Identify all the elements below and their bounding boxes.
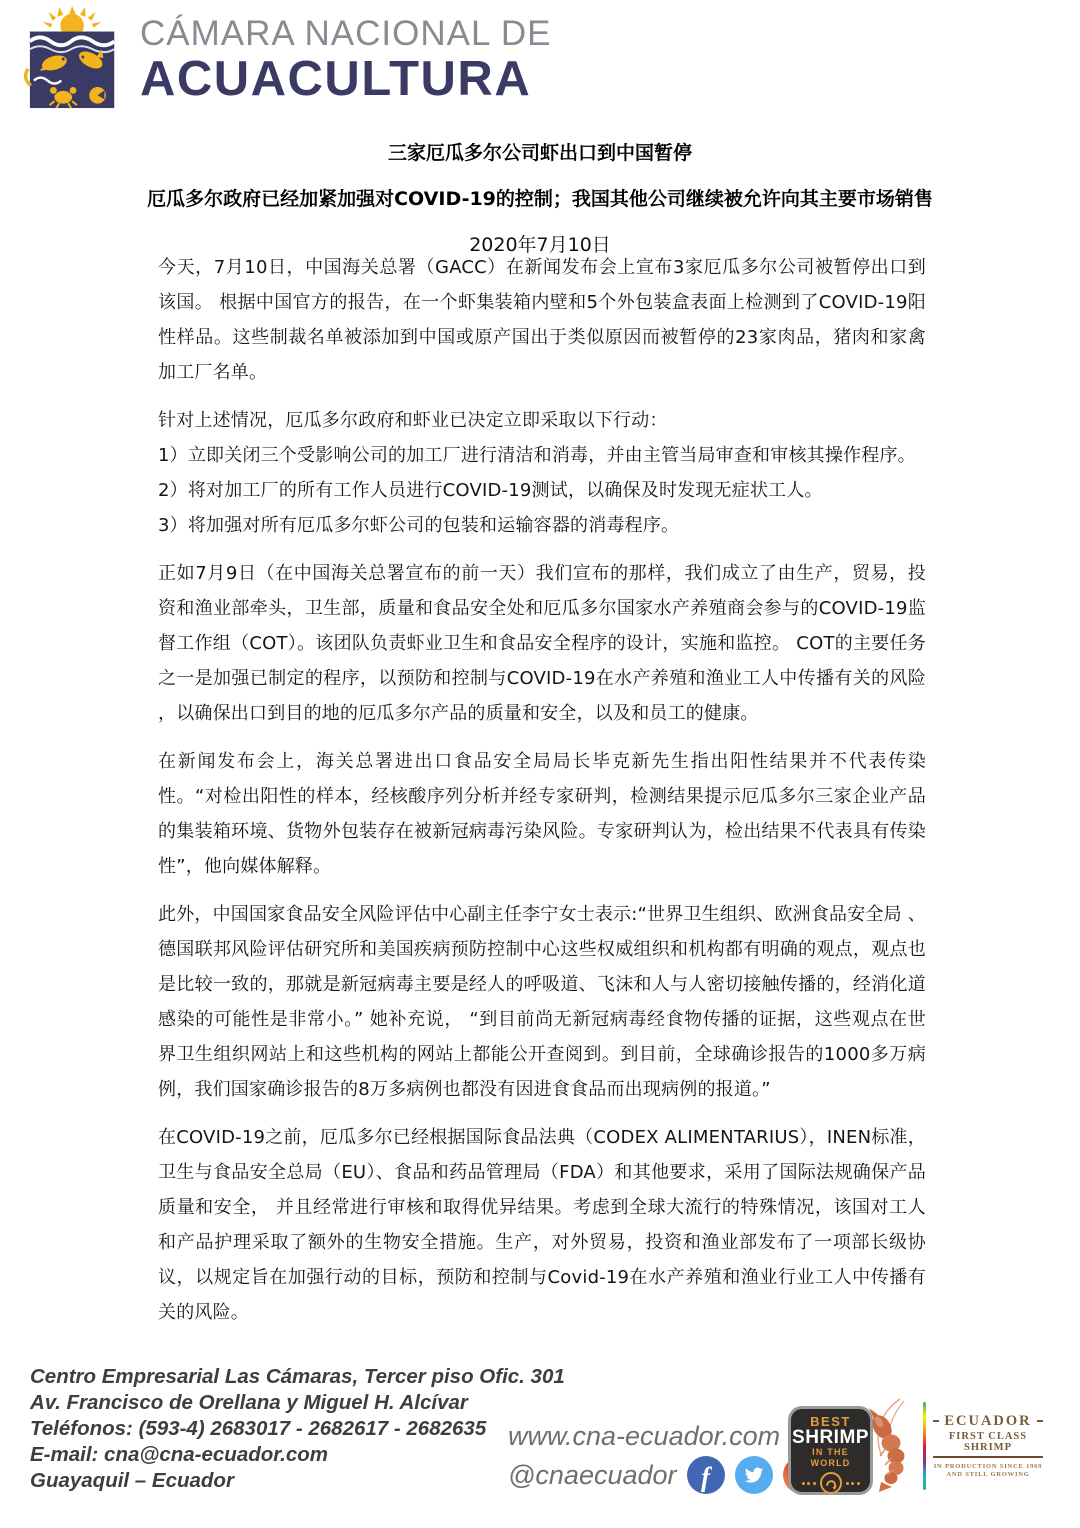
action-list-intro: 针对上述情况，厄瓜多尔政府和虾业已决定立即采取以下行动： — [158, 410, 668, 431]
document-title: 三家厄瓜多尔公司虾出口到中国暂停 — [387, 142, 692, 164]
best-shrimp-badge — [788, 1406, 873, 1495]
paragraph: 在新闻发布会上，海关总署进出口食品安全局局长毕克新先生指出阳性结果并不代表传染性。“对检出阳性的样本，经核酸序列分析并经专家研判，检测结果提示厄瓜多尔三家企业产品的集装箱环境、货物外包装存在被新冠病毒污染风险。专家研判认为，检出结果不代表具有传染性”，他向媒体解释。 — [158, 751, 926, 877]
web-block — [508, 1420, 821, 1494]
paragraph: 在COVID-19之前，厄瓜多尔已经根据国际食品法典（CODEX ALIMENTARIUS），INEN标准，卫生与食品安全总局（EU）、食品和药品管理局（FDA）和其他要求，采用了国际法规确保产品质量和安全， 并且经常进行审核和取得优异结果。考虑到全球大流行的特殊情况，该国对工人和产品护理采取了额外的生物安全措施。生产，对外贸易，投资和渔业部发布了一项部长级协议，以规定旨在加强行动的目标，预防和控制与Covid-19在水产养殖和渔业行业工人中传播有关的风险。 — [158, 1127, 926, 1323]
phones-line: Teléfonos: (593-4) 2683017 - 2682617 - 2682635 — [30, 1417, 487, 1440]
seal-growing-label: AND STILL GROWING — [946, 1471, 1030, 1478]
first-class-shrimp-seal — [866, 1396, 1043, 1496]
seal-since-label: IN PRODUCTION SINCE 1969 — [933, 1463, 1043, 1470]
document-body — [158, 250, 926, 1343]
action-item-1: 1）立即关闭三个受影响公司的加工厂进行清洁和消毒，并由主管当局审查和审核其操作程序。 — [158, 445, 916, 466]
badge-shrimp-icon — [820, 1472, 842, 1494]
document-subtitle: 厄瓜多尔政府已经加紧加强对COVID-19的控制；我国其他公司继续被允许向其主要市场销售 — [147, 188, 933, 210]
rainbow-divider — [923, 1402, 926, 1490]
email-line[interactable]: E-mail: cna@cna-ecuador.com — [30, 1443, 328, 1466]
org-name-top: CÁMARA NACIONAL DE — [140, 14, 552, 53]
address-block — [30, 1364, 565, 1494]
badge-line-best: BEST — [810, 1414, 851, 1429]
twitter-icon[interactable] — [735, 1456, 773, 1494]
website-link[interactable]: www.cna-ecuador.com — [508, 1421, 781, 1451]
action-item-3: 3）将加强对所有厄瓜多尔虾公司的包装和运输容器的消毒程序。 — [158, 515, 680, 536]
fish-head-icon — [89, 87, 106, 104]
seal-first-class-label: FIRST CLASS SHRIMP — [933, 1431, 1043, 1458]
seal-shrimp-icon — [866, 1396, 920, 1496]
cna-logo-icon — [24, 6, 126, 112]
paragraph: 今天，7月10日，中国海关总署（GACC）在新闻发布会上宣布3家厄瓜多尔公司被暂停出口到该国。 根据中国官方的报告，在一个虾集装箱内壁和5个外包装盒表面上检测到了COVID-19阳性样品。这些制裁名单被添加到中国或原产国出于类似原因而被暂停的23家肉品，猪肉和家禽加工厂名单。 — [158, 257, 926, 383]
paragraph: 正如7月9日（在中国海关总署宣布的前一天）我们宣布的那样，我们成立了由生产，贸易，投资和渔业部牵头，卫生部，质量和食品安全处和厄瓜多尔国家水产养殖商会参与的COVID-19监督工作组（COT）。该团队负责虾业卫生和食品安全程序的设计，实施和监控。 COT的主要任务之一是加强已制定的程序，以预防和控制与COVID-19在水产养殖和渔业工人中传播有关的风险 ，以确保出口到目的地的厄瓜多尔产品的质量和安全，以及和员工的健康。 — [158, 563, 926, 724]
city-line: Guayaquil – Ecuador — [30, 1469, 234, 1492]
badge-line-shrimp: SHRIMP — [792, 1427, 869, 1448]
action-item-2: 2）将对加工厂的所有工作人员进行COVID-19测试，以确保及时发现无症状工人。 — [158, 480, 823, 501]
social-handle: @cnaecuador — [508, 1460, 677, 1490]
paragraph: 此外，中国国家食品安全风险评估中心副主任李宁女士表示:“世界卫生组织、欧洲食品安全局 、德国联邦风险评估研究所和美国疾病预防控制中心这些权威组织和机构都有明确的观点，观点也是比较一致的，那就是新冠病毒主要是经人的呼吸道、飞沫和人与人密切接触传播的，经消化道感染的可能性是非常小。” 她补充说， “到目前尚无新冠病毒经食物传播的证据，这些观点在世界卫生组织网站上和这些机构的网站上都能公开查阅到。到目前，全球确诊报告的1000多万病例，我们国家确诊报告的8万多病例也都没有因进食食品而出现病例的报道。” — [158, 904, 926, 1100]
document-date: 2020年7月10日 — [469, 234, 611, 256]
address-line-1: Centro Empresarial Las Cámaras, Tercer piso Ofic. 301 — [30, 1365, 565, 1388]
org-name — [140, 14, 552, 104]
letterhead — [24, 6, 552, 112]
address-line-2: Av. Francisco de Orellana y Miguel H. Alcívar — [30, 1391, 468, 1414]
letterfoot — [0, 1362, 1080, 1528]
facebook-icon[interactable]: f — [687, 1456, 725, 1494]
seal-ecuador-label: ECUADOR — [944, 1413, 1032, 1429]
org-name-bottom: ACUACULTURA — [140, 52, 532, 106]
badge-line-world: IN THE WORLD — [810, 1447, 851, 1468]
title-block — [0, 138, 1080, 257]
action-list — [158, 403, 926, 543]
